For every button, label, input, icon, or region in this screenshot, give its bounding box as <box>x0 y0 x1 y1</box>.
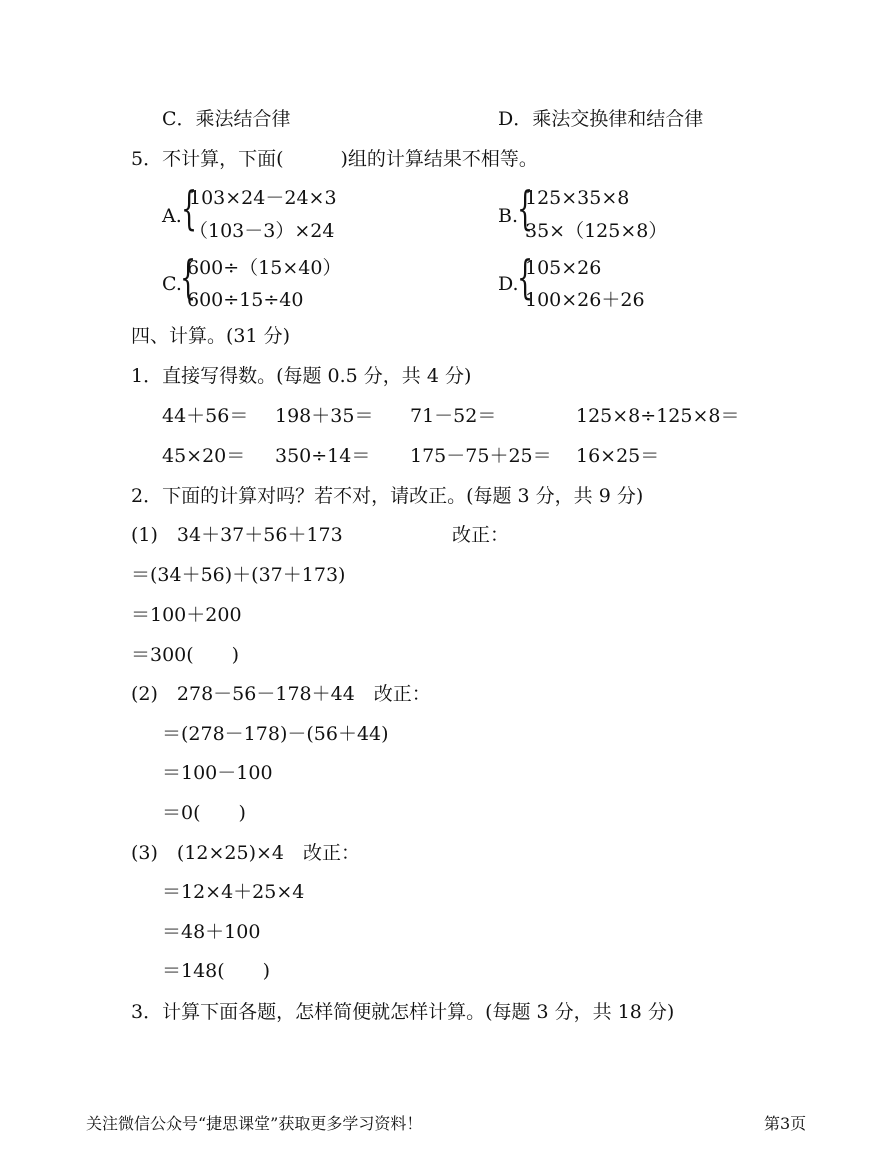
p2-q2-step: ＝100－100 <box>162 762 273 784</box>
option-d: D．乘法交换律和结合律 <box>498 108 704 130</box>
q5-option-b-label: B. <box>498 205 519 227</box>
question-5-stem: 5．不计算，下面( )组的计算结果不相等。 <box>131 148 538 170</box>
oral-item: 16×25＝ <box>576 445 660 467</box>
q5-option-d-line2: 100×26＋26 <box>525 289 645 311</box>
q5-option-d-brace: { <box>517 250 534 304</box>
p2-q3-expression: (3) (12×25)×4 改正： <box>131 842 361 864</box>
oral-item: 125×8÷125×8＝ <box>576 405 740 427</box>
p2-q2-step: ＝(278－178)－(56＋44) <box>162 723 389 745</box>
oral-item: 45×20＝ <box>162 445 246 467</box>
p2-q1-step: ＝(34＋56)＋(37＋173) <box>131 564 346 586</box>
p2-q1-expression: (1) 34＋37＋56＋173 <box>131 524 343 546</box>
p2-q1-step: ＝100＋200 <box>131 604 242 626</box>
q5-option-c-label: C. <box>162 273 182 295</box>
oral-item: 71－52＝ <box>410 405 497 427</box>
part-1-title: 1．直接写得数。(每题 0.5 分，共 4 分) <box>131 365 472 387</box>
oral-item: 44＋56＝ <box>162 405 249 427</box>
q5-option-b-line1: 125×35×8 <box>525 187 630 209</box>
q5-option-c-line2: 600÷15÷40 <box>187 289 304 311</box>
p2-q3-step: ＝148( ) <box>162 960 271 982</box>
section-4-title: 四、计算。(31 分) <box>131 325 291 347</box>
q5-option-a-line2: （103－3）×24 <box>189 220 335 242</box>
p2-q2-expression: (2) 278－56－178＋44 改正： <box>131 683 431 705</box>
p2-q1-correction-label: 改正： <box>452 524 510 546</box>
page-number: 第3页 <box>764 1114 807 1133</box>
q5-option-d-label: D. <box>498 273 519 295</box>
q5-option-b-brace: { <box>517 181 534 235</box>
p2-q3-step: ＝48＋100 <box>162 921 261 943</box>
q5-option-a-brace: { <box>181 181 198 235</box>
oral-item: 198＋35＝ <box>275 405 374 427</box>
q5-option-c-line1: 600÷（15×40） <box>187 257 342 279</box>
q5-option-b-line2: 35×（125×8） <box>525 220 668 242</box>
option-c: C．乘法结合律 <box>162 108 291 130</box>
p2-q3-step: ＝12×4＋25×4 <box>162 881 305 903</box>
part-2-title: 2．下面的计算对吗？若不对，请改正。(每题 3 分，共 9 分) <box>131 485 644 507</box>
p2-q2-step: ＝0( ) <box>162 802 246 824</box>
oral-item: 175－75＋25＝ <box>410 445 552 467</box>
part-3-title: 3．计算下面各题，怎样简便就怎样计算。(每题 3 分，共 18 分) <box>131 1001 675 1023</box>
q5-option-a-line1: 103×24－24×3 <box>189 187 337 209</box>
p2-q1-step: ＝300( ) <box>131 644 240 666</box>
q5-option-c-brace: { <box>180 250 197 304</box>
oral-item: 350÷14＝ <box>275 445 371 467</box>
q5-option-a-label: A. <box>162 205 182 227</box>
footer-note: 关注微信公众号“捷思课堂”获取更多学习资料！ <box>86 1114 423 1133</box>
q5-option-d-line1: 105×26 <box>525 257 602 279</box>
